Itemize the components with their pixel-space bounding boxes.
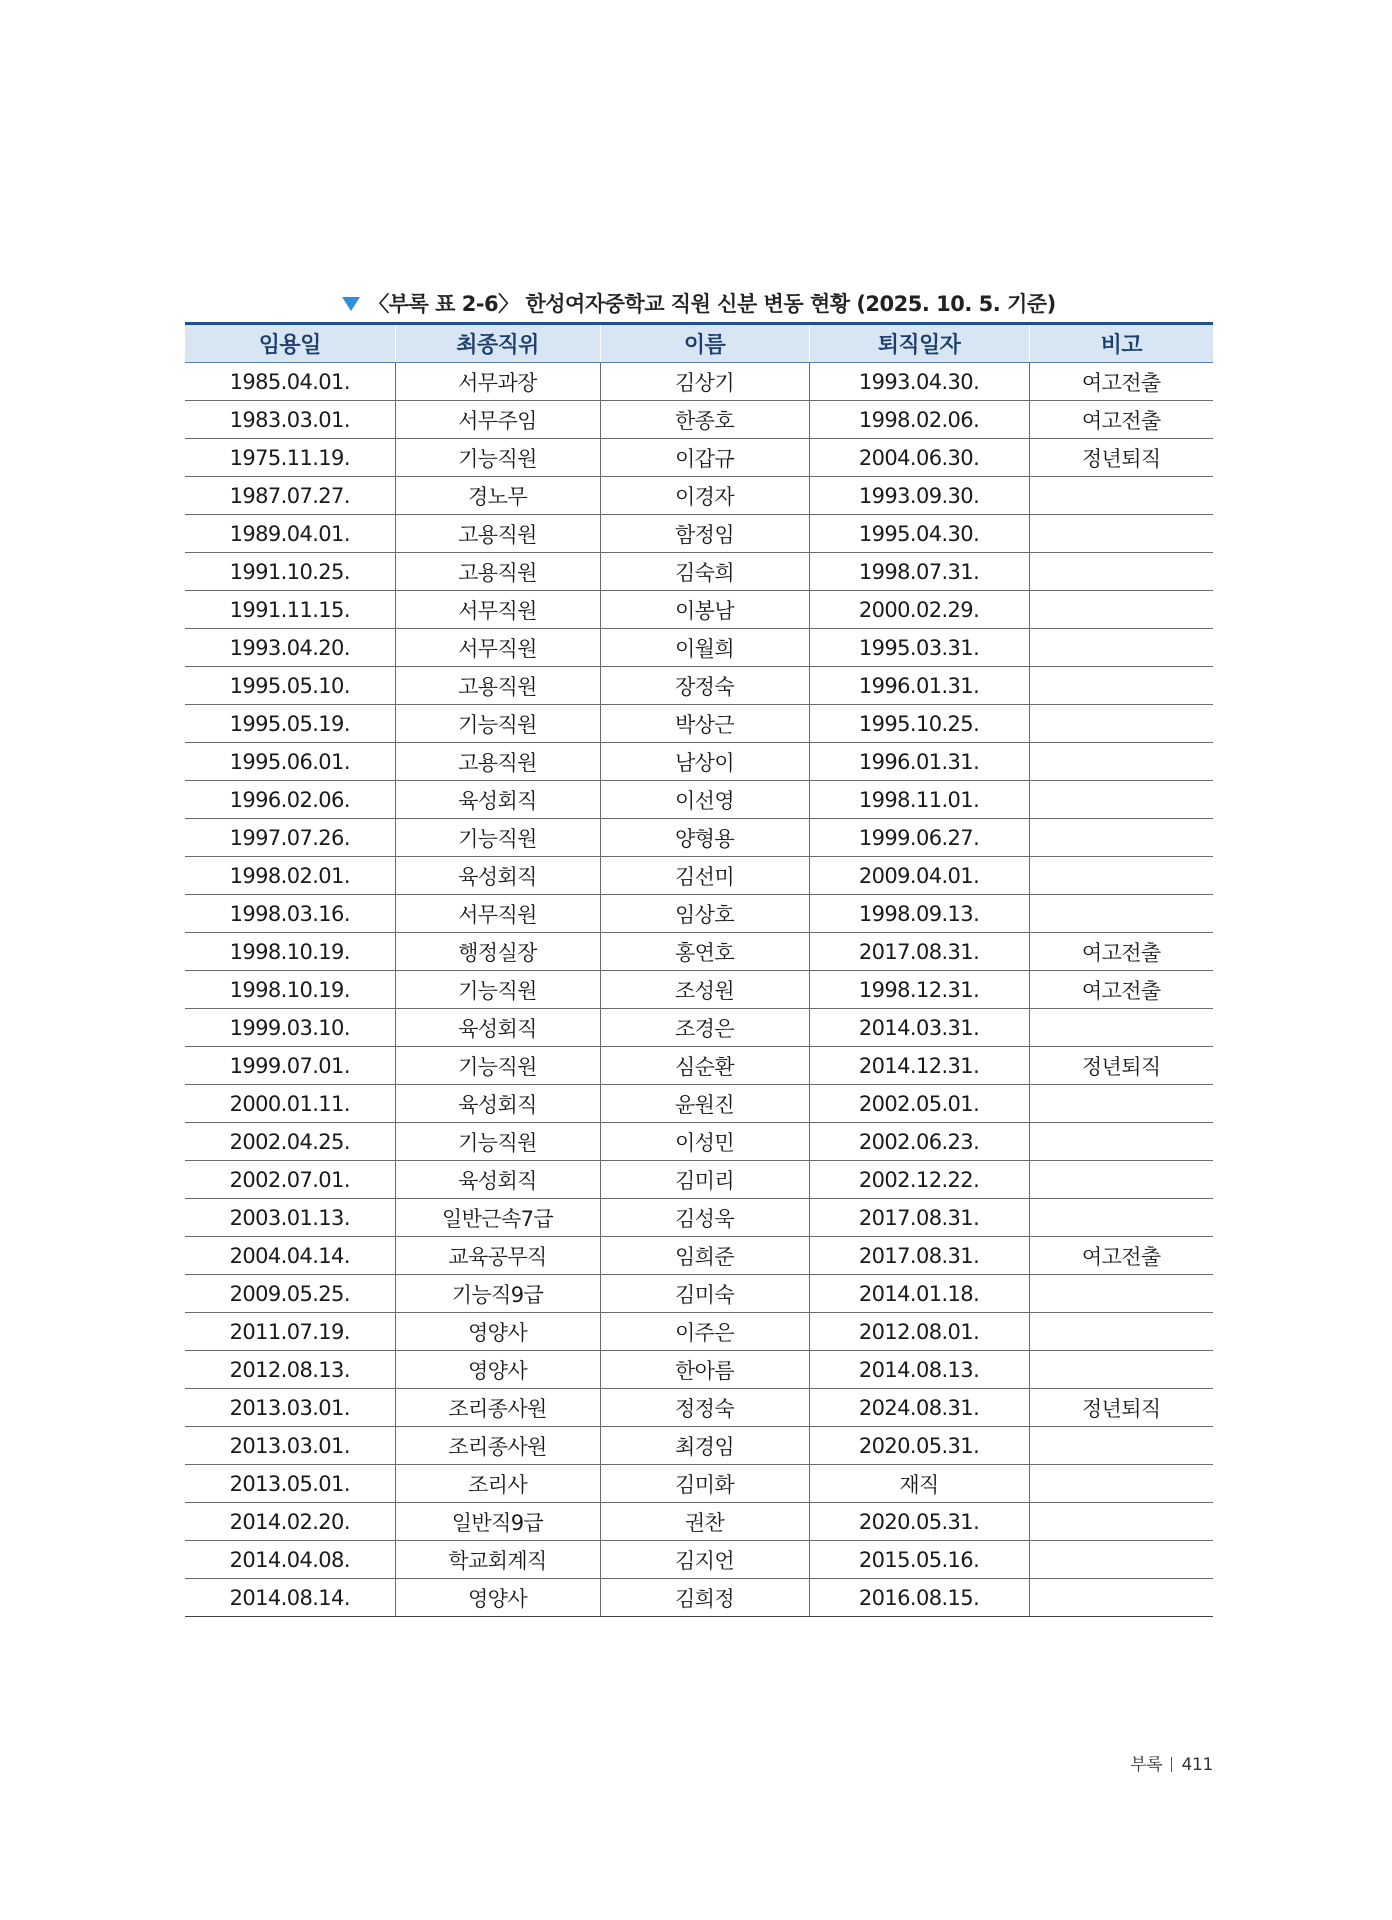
- cell-remarks: 여고전출: [1029, 971, 1213, 1009]
- cell-retirement-date: 2020.05.31.: [809, 1503, 1029, 1541]
- cell-appointment-date: 1991.11.15.: [185, 591, 395, 629]
- cell-appointment-date: 1983.03.01.: [185, 401, 395, 439]
- cell-appointment-date: 2003.01.13.: [185, 1199, 395, 1237]
- cell-retirement-date: 재직: [809, 1465, 1029, 1503]
- cell-final-position: 기능직원: [395, 1123, 600, 1161]
- cell-appointment-date: 1998.02.01.: [185, 857, 395, 895]
- cell-remarks: [1029, 1503, 1213, 1541]
- cell-name: 이봉남: [600, 591, 809, 629]
- cell-remarks: [1029, 781, 1213, 819]
- cell-final-position: 고용직원: [395, 667, 600, 705]
- cell-retirement-date: 2004.06.30.: [809, 439, 1029, 477]
- cell-appointment-date: 2000.01.11.: [185, 1085, 395, 1123]
- cell-retirement-date: 2000.02.29.: [809, 591, 1029, 629]
- cell-name: 남상이: [600, 743, 809, 781]
- table-row: [185, 363, 1213, 401]
- table-row: [185, 1351, 1213, 1389]
- cell-retirement-date: 1998.12.31.: [809, 971, 1029, 1009]
- cell-retirement-date: 1993.09.30.: [809, 477, 1029, 515]
- table-row: [185, 477, 1213, 515]
- table-row: [185, 819, 1213, 857]
- cell-appointment-date: 1975.11.19.: [185, 439, 395, 477]
- cell-final-position: 기능직원: [395, 819, 600, 857]
- cell-remarks: 여고전출: [1029, 363, 1213, 401]
- cell-remarks: [1029, 857, 1213, 895]
- cell-final-position: 행정실장: [395, 933, 600, 971]
- cell-name: 임희준: [600, 1237, 809, 1275]
- table-row: [185, 857, 1213, 895]
- table-caption: [185, 285, 1213, 321]
- cell-remarks: [1029, 553, 1213, 591]
- table-row: [185, 1465, 1213, 1503]
- table-row: [185, 1199, 1213, 1237]
- cell-final-position: 육성회직: [395, 857, 600, 895]
- cell-remarks: [1029, 629, 1213, 667]
- table-row: [185, 1427, 1213, 1465]
- table-row: [185, 971, 1213, 1009]
- header-appointment-date: 임용일: [185, 324, 395, 363]
- cell-final-position: 서무직원: [395, 895, 600, 933]
- table-row: [185, 553, 1213, 591]
- cell-retirement-date: 2002.05.01.: [809, 1085, 1029, 1123]
- cell-retirement-date: 2016.08.15.: [809, 1579, 1029, 1617]
- cell-name: 박상근: [600, 705, 809, 743]
- cell-remarks: [1029, 477, 1213, 515]
- footer-divider: [1171, 1757, 1172, 1772]
- cell-appointment-date: 1998.10.19.: [185, 933, 395, 971]
- table-row: [185, 705, 1213, 743]
- cell-final-position: 기능직원: [395, 439, 600, 477]
- cell-remarks: [1029, 1085, 1213, 1123]
- cell-name: 김희정: [600, 1579, 809, 1617]
- cell-remarks: 정년퇴직: [1029, 1047, 1213, 1085]
- cell-appointment-date: 1999.03.10.: [185, 1009, 395, 1047]
- cell-name: 김성욱: [600, 1199, 809, 1237]
- cell-appointment-date: 1998.10.19.: [185, 971, 395, 1009]
- cell-remarks: [1029, 591, 1213, 629]
- cell-appointment-date: 2012.08.13.: [185, 1351, 395, 1389]
- cell-name: 조성원: [600, 971, 809, 1009]
- cell-remarks: [1029, 895, 1213, 933]
- cell-retirement-date: 2024.08.31.: [809, 1389, 1029, 1427]
- cell-retirement-date: 2012.08.01.: [809, 1313, 1029, 1351]
- table-row: [185, 1313, 1213, 1351]
- cell-final-position: 육성회직: [395, 781, 600, 819]
- cell-retirement-date: 1996.01.31.: [809, 743, 1029, 781]
- table-row: [185, 667, 1213, 705]
- cell-final-position: 일반근속7급: [395, 1199, 600, 1237]
- cell-appointment-date: 1996.02.06.: [185, 781, 395, 819]
- cell-name: 심순환: [600, 1047, 809, 1085]
- cell-remarks: [1029, 1579, 1213, 1617]
- cell-appointment-date: 2002.04.25.: [185, 1123, 395, 1161]
- cell-name: 김미리: [600, 1161, 809, 1199]
- cell-appointment-date: 2013.05.01.: [185, 1465, 395, 1503]
- cell-retirement-date: 2002.12.22.: [809, 1161, 1029, 1199]
- cell-name: 권찬: [600, 1503, 809, 1541]
- cell-final-position: 경노무: [395, 477, 600, 515]
- cell-appointment-date: 2013.03.01.: [185, 1389, 395, 1427]
- header-retirement-date: 퇴직일자: [809, 324, 1029, 363]
- cell-remarks: [1029, 1313, 1213, 1351]
- table-row: [185, 895, 1213, 933]
- page-number: 411: [1181, 1755, 1213, 1775]
- cell-retirement-date: 1995.10.25.: [809, 705, 1029, 743]
- cell-remarks: [1029, 1199, 1213, 1237]
- cell-appointment-date: 2014.02.20.: [185, 1503, 395, 1541]
- cell-retirement-date: 1995.03.31.: [809, 629, 1029, 667]
- cell-retirement-date: 1998.09.13.: [809, 895, 1029, 933]
- table-row: [185, 781, 1213, 819]
- cell-remarks: 여고전출: [1029, 933, 1213, 971]
- cell-appointment-date: 1987.07.27.: [185, 477, 395, 515]
- cell-final-position: 조리종사원: [395, 1389, 600, 1427]
- table-row: [185, 1275, 1213, 1313]
- table-body: [185, 363, 1213, 1617]
- cell-appointment-date: 1995.05.10.: [185, 667, 395, 705]
- table-row: [185, 1009, 1213, 1047]
- cell-name: 홍연호: [600, 933, 809, 971]
- cell-remarks: [1029, 1275, 1213, 1313]
- cell-remarks: 정년퇴직: [1029, 1389, 1213, 1427]
- footer-section-label: 부록: [1130, 1755, 1163, 1775]
- cell-final-position: 영양사: [395, 1313, 600, 1351]
- cell-remarks: [1029, 515, 1213, 553]
- cell-remarks: 여고전출: [1029, 1237, 1213, 1275]
- cell-remarks: [1029, 743, 1213, 781]
- table-row: [185, 1389, 1213, 1427]
- cell-retirement-date: 1996.01.31.: [809, 667, 1029, 705]
- cell-retirement-date: 2017.08.31.: [809, 1199, 1029, 1237]
- cell-name: 정정숙: [600, 1389, 809, 1427]
- cell-name: 이갑규: [600, 439, 809, 477]
- table-row: [185, 591, 1213, 629]
- cell-name: 양형용: [600, 819, 809, 857]
- cell-retirement-date: 1993.04.30.: [809, 363, 1029, 401]
- cell-final-position: 고용직원: [395, 553, 600, 591]
- table-row: [185, 629, 1213, 667]
- cell-appointment-date: 2013.03.01.: [185, 1427, 395, 1465]
- cell-appointment-date: 1985.04.01.: [185, 363, 395, 401]
- cell-final-position: 육성회직: [395, 1009, 600, 1047]
- cell-final-position: 육성회직: [395, 1161, 600, 1199]
- cell-final-position: 기능직원: [395, 1047, 600, 1085]
- cell-final-position: 영양사: [395, 1579, 600, 1617]
- cell-retirement-date: 2020.05.31.: [809, 1427, 1029, 1465]
- cell-remarks: [1029, 1009, 1213, 1047]
- cell-retirement-date: 1998.02.06.: [809, 401, 1029, 439]
- cell-appointment-date: 1997.07.26.: [185, 819, 395, 857]
- table-row: [185, 1161, 1213, 1199]
- cell-name: 김선미: [600, 857, 809, 895]
- cell-appointment-date: 2002.07.01.: [185, 1161, 395, 1199]
- staff-status-table: [185, 322, 1213, 1617]
- cell-name: 한아름: [600, 1351, 809, 1389]
- header-name: 이름: [600, 324, 809, 363]
- cell-name: 김미화: [600, 1465, 809, 1503]
- cell-appointment-date: 1998.03.16.: [185, 895, 395, 933]
- cell-final-position: 서무직원: [395, 591, 600, 629]
- cell-final-position: 조리사: [395, 1465, 600, 1503]
- cell-remarks: 여고전출: [1029, 401, 1213, 439]
- cell-remarks: [1029, 1541, 1213, 1579]
- cell-appointment-date: 2014.04.08.: [185, 1541, 395, 1579]
- table-header: [185, 324, 1213, 363]
- cell-name: 윤원진: [600, 1085, 809, 1123]
- cell-name: 최경임: [600, 1427, 809, 1465]
- cell-appointment-date: 2011.07.19.: [185, 1313, 395, 1351]
- cell-appointment-date: 2014.08.14.: [185, 1579, 395, 1617]
- cell-retirement-date: 2014.03.31.: [809, 1009, 1029, 1047]
- cell-remarks: [1029, 1465, 1213, 1503]
- table-row: [185, 933, 1213, 971]
- cell-final-position: 일반직9급: [395, 1503, 600, 1541]
- cell-name: 이경자: [600, 477, 809, 515]
- cell-remarks: [1029, 1161, 1213, 1199]
- cell-name: 이성민: [600, 1123, 809, 1161]
- page-footer: [1090, 1750, 1213, 1775]
- cell-retirement-date: 2015.05.16.: [809, 1541, 1029, 1579]
- cell-final-position: 교육공무직: [395, 1237, 600, 1275]
- table-row: [185, 1541, 1213, 1579]
- cell-final-position: 학교회계직: [395, 1541, 600, 1579]
- cell-name: 김지언: [600, 1541, 809, 1579]
- table-row: [185, 401, 1213, 439]
- cell-name: 김상기: [600, 363, 809, 401]
- cell-appointment-date: 2009.05.25.: [185, 1275, 395, 1313]
- cell-name: 이선영: [600, 781, 809, 819]
- table-row: [185, 1503, 1213, 1541]
- cell-final-position: 서무과장: [395, 363, 600, 401]
- cell-appointment-date: 1995.05.19.: [185, 705, 395, 743]
- table-row: [185, 1579, 1213, 1617]
- cell-retirement-date: 2017.08.31.: [809, 1237, 1029, 1275]
- table-row: [185, 439, 1213, 477]
- cell-remarks: [1029, 819, 1213, 857]
- cell-appointment-date: 2004.04.14.: [185, 1237, 395, 1275]
- cell-name: 조경은: [600, 1009, 809, 1047]
- cell-remarks: [1029, 1351, 1213, 1389]
- cell-retirement-date: 1998.11.01.: [809, 781, 1029, 819]
- table-caption-text: 〈부록 표 2-6〉 한성여자중학교 직원 신분 변동 현황 (2025. 10. 5. 기준): [368, 292, 1056, 316]
- cell-retirement-date: 2014.12.31.: [809, 1047, 1029, 1085]
- cell-retirement-date: 1998.07.31.: [809, 553, 1029, 591]
- table-row: [185, 515, 1213, 553]
- cell-name: 함정임: [600, 515, 809, 553]
- cell-retirement-date: 2014.08.13.: [809, 1351, 1029, 1389]
- cell-name: 한종호: [600, 401, 809, 439]
- cell-retirement-date: 2002.06.23.: [809, 1123, 1029, 1161]
- table-header-row: [185, 324, 1213, 363]
- cell-appointment-date: 1995.06.01.: [185, 743, 395, 781]
- cell-name: 김미숙: [600, 1275, 809, 1313]
- cell-remarks: 정년퇴직: [1029, 439, 1213, 477]
- cell-final-position: 고용직원: [395, 515, 600, 553]
- cell-name: 장정숙: [600, 667, 809, 705]
- cell-remarks: [1029, 1123, 1213, 1161]
- table-row: [185, 1237, 1213, 1275]
- header-remarks: 비고: [1029, 324, 1213, 363]
- cell-final-position: 서무주임: [395, 401, 600, 439]
- triangle-down-icon: [342, 297, 360, 311]
- cell-final-position: 영양사: [395, 1351, 600, 1389]
- cell-final-position: 기능직원: [395, 705, 600, 743]
- cell-retirement-date: 1999.06.27.: [809, 819, 1029, 857]
- cell-appointment-date: 1993.04.20.: [185, 629, 395, 667]
- cell-remarks: [1029, 1427, 1213, 1465]
- cell-remarks: [1029, 705, 1213, 743]
- cell-retirement-date: 2017.08.31.: [809, 933, 1029, 971]
- cell-name: 이주은: [600, 1313, 809, 1351]
- cell-final-position: 조리종사원: [395, 1427, 600, 1465]
- table-row: [185, 1123, 1213, 1161]
- cell-appointment-date: 1999.07.01.: [185, 1047, 395, 1085]
- table-row: [185, 1047, 1213, 1085]
- cell-final-position: 기능직원: [395, 971, 600, 1009]
- cell-retirement-date: 2014.01.18.: [809, 1275, 1029, 1313]
- cell-name: 임상호: [600, 895, 809, 933]
- cell-appointment-date: 1991.10.25.: [185, 553, 395, 591]
- cell-final-position: 고용직원: [395, 743, 600, 781]
- cell-appointment-date: 1989.04.01.: [185, 515, 395, 553]
- table-row: [185, 743, 1213, 781]
- cell-retirement-date: 2009.04.01.: [809, 857, 1029, 895]
- cell-name: 이월희: [600, 629, 809, 667]
- cell-name: 김숙희: [600, 553, 809, 591]
- header-final-position: 최종직위: [395, 324, 600, 363]
- cell-retirement-date: 1995.04.30.: [809, 515, 1029, 553]
- cell-final-position: 기능직9급: [395, 1275, 600, 1313]
- cell-final-position: 육성회직: [395, 1085, 600, 1123]
- cell-remarks: [1029, 667, 1213, 705]
- table-row: [185, 1085, 1213, 1123]
- cell-final-position: 서무직원: [395, 629, 600, 667]
